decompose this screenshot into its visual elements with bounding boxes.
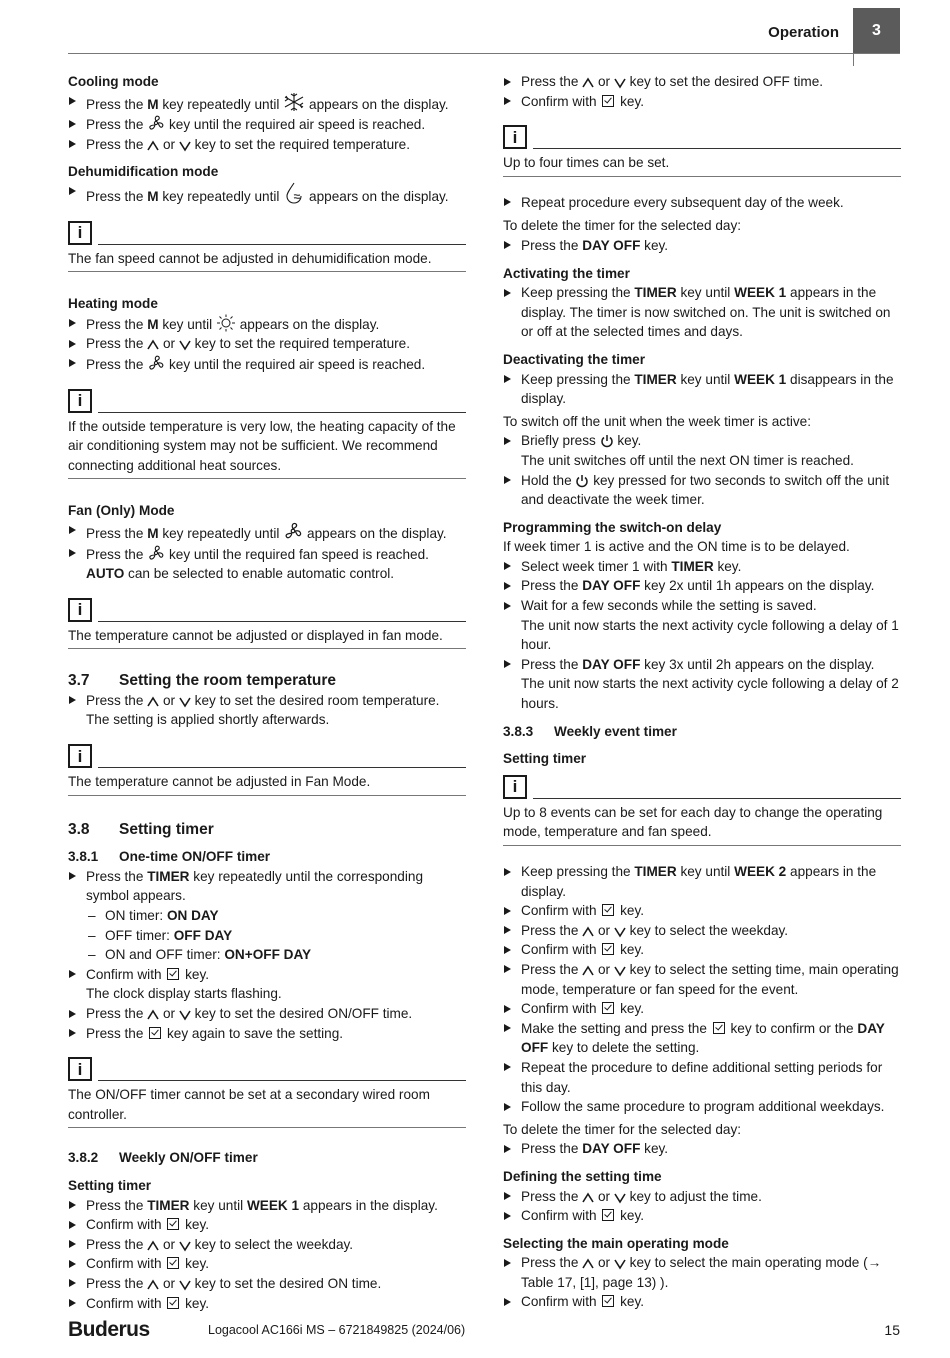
info-icon: i — [503, 125, 527, 149]
down-arrow-icon — [614, 926, 626, 938]
heading-fan-mode: Fan (Only) Mode — [68, 503, 175, 519]
list-item: Press the M key repeatedly until appears on the display. — [68, 521, 466, 544]
down-arrow-icon — [179, 1240, 191, 1252]
list-item: Press the TIMER key repeatedly until the corresponding symbol appears. — [68, 867, 466, 906]
list-item: Press the DAY OFF key. — [503, 1139, 901, 1159]
sub-heading: Setting timer — [68, 1177, 152, 1193]
note-text: Up to 8 events can be set for each day to change the operating mode, temperature and fan speed. — [503, 804, 883, 840]
info-note — [68, 221, 466, 273]
header-rule — [68, 53, 900, 54]
list-item: Keep pressing the TIMER key until WEEK 1 appears in the display. The timer is now switched on. The unit is switched on or off at the selected times and days. — [503, 283, 901, 342]
list-item: Press the key until the required air speed is reached. — [68, 114, 466, 135]
up-arrow-icon — [147, 339, 159, 351]
dash-item: – ON timer: ON DAY — [68, 906, 466, 926]
confirm-check-icon — [602, 904, 614, 916]
info-icon: i — [68, 389, 92, 413]
heading-cooling-mode: Cooling mode — [68, 74, 159, 89]
note-text: The temperature cannot be adjusted or displayed in fan mode. — [68, 627, 443, 643]
confirm-check-icon — [713, 1022, 725, 1034]
list-item: Press the M key repeatedly until appears on the display. — [68, 182, 466, 207]
list-item: Confirm with key. — [503, 999, 901, 1019]
list-item: Press the or key to select the weekday. — [503, 921, 901, 941]
list-item: Confirm with key. — [503, 901, 901, 921]
info-icon: i — [68, 221, 92, 245]
list-item: Confirm with key. — [503, 940, 901, 960]
list-item: Press the or key to select the main operating mode (→ Table 17, [1], page 13) ). — [503, 1253, 901, 1292]
list-item: Wait for a few seconds while the setting is saved. The unit now starts the next activity cycle following a delay of 1 hour. — [503, 596, 901, 655]
info-note — [68, 389, 466, 480]
paragraph: If week timer 1 is active and the ON time is to be delayed. — [503, 539, 850, 555]
info-icon: i — [503, 775, 527, 799]
note-text: The temperature cannot be adjusted in Fan Mode. — [68, 774, 371, 790]
list-item: Hold the key pressed for two seconds to switch off the unit and deactivate the week timer. — [503, 471, 901, 510]
droplet-icon — [283, 182, 305, 204]
note-text: Up to four times can be set. — [503, 155, 670, 171]
down-arrow-icon — [179, 1009, 191, 1021]
list-item: Select week timer 1 with TIMER key. — [503, 557, 901, 577]
fan-icon — [147, 114, 165, 132]
confirm-check-icon — [167, 968, 179, 980]
confirm-check-icon — [602, 943, 614, 955]
list-item: Confirm with key. — [68, 1254, 466, 1274]
up-arrow-icon — [147, 696, 159, 708]
chapter-number: 3 — [872, 22, 881, 39]
confirm-check-icon — [602, 1002, 614, 1014]
fan-icon — [147, 354, 165, 372]
list-item: Confirm with key. — [68, 1294, 466, 1314]
down-arrow-icon — [614, 1192, 626, 1204]
section-heading: 3.7 Setting the room temperature — [68, 672, 337, 690]
list-item: Follow the same procedure to program additional weekdays. — [503, 1097, 901, 1117]
sub-heading: Setting timer — [503, 751, 587, 767]
list-item: Press the or key to set the required temperature. — [68, 334, 466, 354]
info-icon: i — [68, 1057, 92, 1081]
list-item: Briefly press key. The unit switches off until the next ON timer is reached. — [503, 431, 901, 470]
heading-deactivating-timer: Deactivating the timer — [503, 351, 646, 367]
list-item: Confirm with key. — [503, 1292, 901, 1312]
list-item: Press the or key to set the desired OFF time. — [503, 72, 901, 92]
section-title: Operation — [768, 24, 839, 41]
confirm-check-icon — [167, 1297, 179, 1309]
list-item: Press the or key to set the desired ON time. — [68, 1274, 466, 1294]
up-arrow-icon — [147, 1240, 159, 1252]
heading-defining-setting-time: Defining the setting time — [503, 1168, 662, 1184]
subsection-heading: 3.8.1 One-time ON/OFF timer — [68, 849, 271, 865]
up-arrow-icon — [147, 1279, 159, 1291]
cross-reference-arrow-icon: → — [867, 1255, 882, 1271]
down-arrow-icon — [614, 1258, 626, 1270]
info-note — [68, 1057, 466, 1128]
dash-item: – OFF timer: OFF DAY — [68, 926, 466, 946]
info-icon: i — [68, 744, 92, 768]
snowflake-icon — [283, 92, 305, 112]
list-item: Press the TIMER key until WEEK 1 appears in the display. — [68, 1196, 466, 1216]
heading-main-operating-mode: Selecting the main operating mode — [503, 1235, 729, 1251]
fan-icon — [147, 544, 165, 562]
confirm-check-icon — [602, 1295, 614, 1307]
down-arrow-icon — [614, 965, 626, 977]
paragraph: To switch off the unit when the week timer is active: — [503, 413, 812, 429]
up-arrow-icon — [582, 1258, 594, 1270]
right-column — [503, 72, 901, 1312]
confirm-check-icon — [167, 1257, 179, 1269]
down-arrow-icon — [179, 1279, 191, 1291]
down-arrow-icon — [614, 77, 626, 89]
list-item: Keep pressing the TIMER key until WEEK 2 appears in the display. — [503, 862, 901, 901]
section-heading: 3.8 Setting timer — [68, 820, 214, 838]
note-text: If the outside temperature is very low, the heating capacity of the air conditioning system may not be sufficient. We recommend connecting additional heat sources. — [68, 418, 456, 473]
brand-logo: Buderus — [68, 1318, 150, 1341]
page-number: 15 — [884, 1322, 900, 1338]
heading-heating-mode: Heating mode — [68, 296, 158, 312]
fan-icon — [283, 521, 303, 541]
info-icon: i — [68, 598, 92, 622]
list-item: Keep pressing the TIMER key until WEEK 1 disappears in the display. — [503, 370, 901, 409]
up-arrow-icon — [582, 926, 594, 938]
list-item: Confirm with key. — [68, 1215, 466, 1235]
list-item: Repeat procedure every subsequent day of the week. — [503, 193, 901, 213]
list-item: Press the or key to set the desired ON/OFF time. — [68, 1004, 466, 1024]
note-text: The ON/OFF timer cannot be set at a secondary wired room controller. — [68, 1087, 430, 1122]
list-item: Repeat the procedure to define additional setting periods for this day. — [503, 1058, 901, 1097]
subsection-heading: 3.8.3 Weekly event timer — [503, 723, 677, 739]
left-column — [68, 72, 466, 1313]
up-arrow-icon — [582, 965, 594, 977]
list-item: Confirm with key. — [503, 1206, 901, 1226]
down-arrow-icon — [179, 339, 191, 351]
info-note — [503, 125, 901, 177]
document-reference: Logacool AC166i MS – 6721849825 (2024/06) — [208, 1323, 466, 1337]
subsection-heading: 3.8.2 Weekly ON/OFF timer — [68, 1150, 258, 1166]
list-item: Make the setting and press the key to confirm or the DAY OFF key to delete the setting. — [503, 1019, 901, 1058]
info-note — [68, 598, 466, 650]
info-note — [68, 744, 466, 796]
list-item: Press the or key to adjust the time. — [503, 1187, 901, 1207]
list-item: Press the or key to select the weekday. — [68, 1235, 466, 1255]
list-item: Press the or key to set the desired room temperature. The setting is applied shortly afterwards. — [68, 691, 466, 730]
down-arrow-icon — [179, 696, 191, 708]
header-tick — [853, 54, 854, 66]
list-item: Press the M key until appears on the display. — [68, 314, 466, 335]
list-item: Confirm with key. — [503, 92, 901, 112]
dash-item: – ON and OFF timer: ON+OFF DAY — [68, 945, 466, 965]
down-arrow-icon — [179, 140, 191, 152]
heading-dehumidification-mode: Dehumidification mode — [68, 164, 219, 180]
up-arrow-icon — [147, 140, 159, 152]
list-item: Press the key until the required fan speed is reached. AUTO can be selected to enable automatic control. — [68, 544, 466, 584]
list-item: Press the DAY OFF key. — [503, 236, 901, 256]
heading-activating-timer: Activating the timer — [503, 265, 630, 281]
up-arrow-icon — [582, 1192, 594, 1204]
up-arrow-icon — [582, 77, 594, 89]
paragraph: To delete the timer for the selected day: — [503, 1121, 742, 1137]
sun-icon — [216, 314, 236, 332]
power-icon — [600, 434, 614, 448]
cross-reference-link[interactable]: Table 17, [1], page 13) ). — [521, 1274, 669, 1290]
chapter-number-tab — [853, 8, 900, 54]
list-item: Press the DAY OFF key 2x until 1h appears on the display. — [503, 576, 901, 596]
list-item: Press the DAY OFF key 3x until 2h appears on the display. The unit now starts the next activity cycle following a delay of 2 hours. — [503, 655, 901, 714]
up-arrow-icon — [147, 1009, 159, 1021]
list-item: Press the M key repeatedly until appears on the display. — [68, 92, 466, 115]
list-item: Press the or key to select the setting time, main operating mode, temperature or fan speed for the event. — [503, 960, 901, 999]
confirm-check-icon — [602, 95, 614, 107]
heading-switch-on-delay: Programming the switch-on delay — [503, 519, 722, 535]
list-item: Press the or key to set the required temperature. — [68, 135, 466, 155]
confirm-check-icon — [149, 1027, 161, 1039]
info-note — [503, 775, 901, 846]
paragraph: To delete the timer for the selected day: — [503, 218, 742, 234]
list-item: Press the key again to save the setting. — [68, 1024, 466, 1044]
power-icon — [575, 474, 589, 488]
note-text: The fan speed cannot be adjusted in dehumidification mode. — [68, 250, 432, 266]
list-item: Confirm with key. The clock display starts flashing. — [68, 965, 466, 1004]
confirm-check-icon — [602, 1209, 614, 1221]
confirm-check-icon — [167, 1218, 179, 1230]
list-item: Press the key until the required air speed is reached. — [68, 354, 466, 375]
